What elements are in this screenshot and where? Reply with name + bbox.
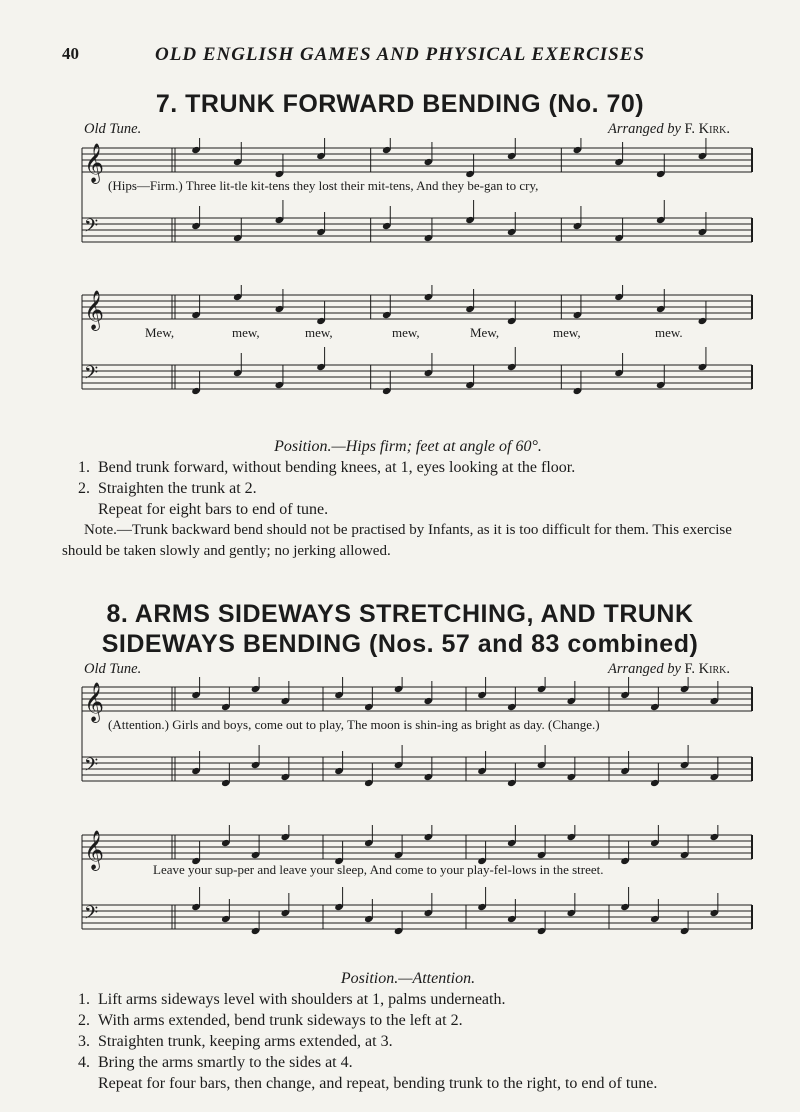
treble-clef-icon: 𝄞 <box>84 682 105 722</box>
list-item: 1. Bend trunk forward, without bending knees, at 1, eyes looking at the floor. <box>78 459 576 476</box>
section2-title-1: 8. ARMS SIDEWAYS STRETCHING, AND TRUNK <box>106 600 694 628</box>
treble-clef-icon: 𝄞 <box>84 290 105 330</box>
section1-title: 7. TRUNK FORWARD BENDING (No. 70) <box>155 90 645 118</box>
page-number: 40 <box>62 44 79 63</box>
bass-staff <box>82 745 752 787</box>
treble-clef-icon: 𝄞 <box>84 143 105 183</box>
section2-tune: Old Tune. <box>84 661 142 677</box>
music-score-2a <box>0 677 800 812</box>
section2-arranged: Arranged by F. Kirk. <box>608 661 730 677</box>
section2-lyrics-2: Leave your sup-per and leave your sleep, And come to your play-fel-lows in the street. <box>153 862 604 877</box>
section2-title-2: SIDEWAYS BENDING (Nos. 57 and 83 combined) <box>101 630 699 658</box>
list-item: 2. With arms extended, bend trunk sideways to the left at 2. <box>78 1012 463 1029</box>
page-header <box>0 44 800 74</box>
section1-lyrics-2: Mew, mew, mew, mew, Mew, mew, mew. <box>145 325 683 340</box>
section1-tune: Old Tune. <box>84 121 142 137</box>
section2-lyrics-1: (Attention.) Girls and boys, come out to play, The moon is shin-ing as bright as day. (Change.) <box>108 717 600 732</box>
list-item: 3. Straighten trunk, keeping arms extended, at 3. <box>78 1033 393 1050</box>
music-score-2b <box>0 825 800 960</box>
bass-staff <box>82 347 752 395</box>
section1-note: Note.—Trunk backward bend should not be practised by Infants, as it is too difficult for them. This exercise should be taken slowly and gently; no jerking allowed. <box>62 522 732 559</box>
bass-clef-icon: 𝄢 <box>84 216 99 241</box>
section1-position: Position.—Hips firm; feet at angle of 60°. <box>274 438 542 455</box>
section2-steps <box>62 989 754 1073</box>
section1-lyrics-1: (Hips—Firm.) Three lit-tle kit-tens they lost their mit-tens, And they be-gan to cry, <box>108 178 539 193</box>
list-item: 4. Bring the arms smartly to the sides at 4. <box>78 1054 353 1071</box>
section1-repeat: Repeat for eight bars to end of tune. <box>98 501 329 518</box>
bass-staff <box>82 887 752 935</box>
bass-staff <box>82 200 752 242</box>
section1-steps <box>62 457 754 499</box>
running-head: OLD ENGLISH GAMES AND PHYSICAL EXERCISES <box>155 44 645 65</box>
section1-body <box>62 436 754 562</box>
bass-clef-icon: 𝄢 <box>84 903 99 928</box>
section2-repeat: Repeat for four bars, then change, and repeat, bending trunk to the right, to end of tune. <box>98 1075 658 1092</box>
section1-arranged: Arranged by F. Kirk. <box>608 121 730 137</box>
section2-position: Position.—Attention. <box>340 970 476 987</box>
treble-clef-icon: 𝄞 <box>84 830 105 870</box>
list-item: 2. Straighten the trunk at 2. <box>78 480 257 497</box>
list-item: 1. Lift arms sideways level with shoulders at 1, palms underneath. <box>78 991 506 1008</box>
bass-clef-icon: 𝄢 <box>84 755 99 780</box>
music-score-1a <box>0 138 800 273</box>
music-score-1b <box>0 285 800 420</box>
section2-body <box>62 968 754 1094</box>
bass-clef-icon: 𝄢 <box>84 363 99 388</box>
